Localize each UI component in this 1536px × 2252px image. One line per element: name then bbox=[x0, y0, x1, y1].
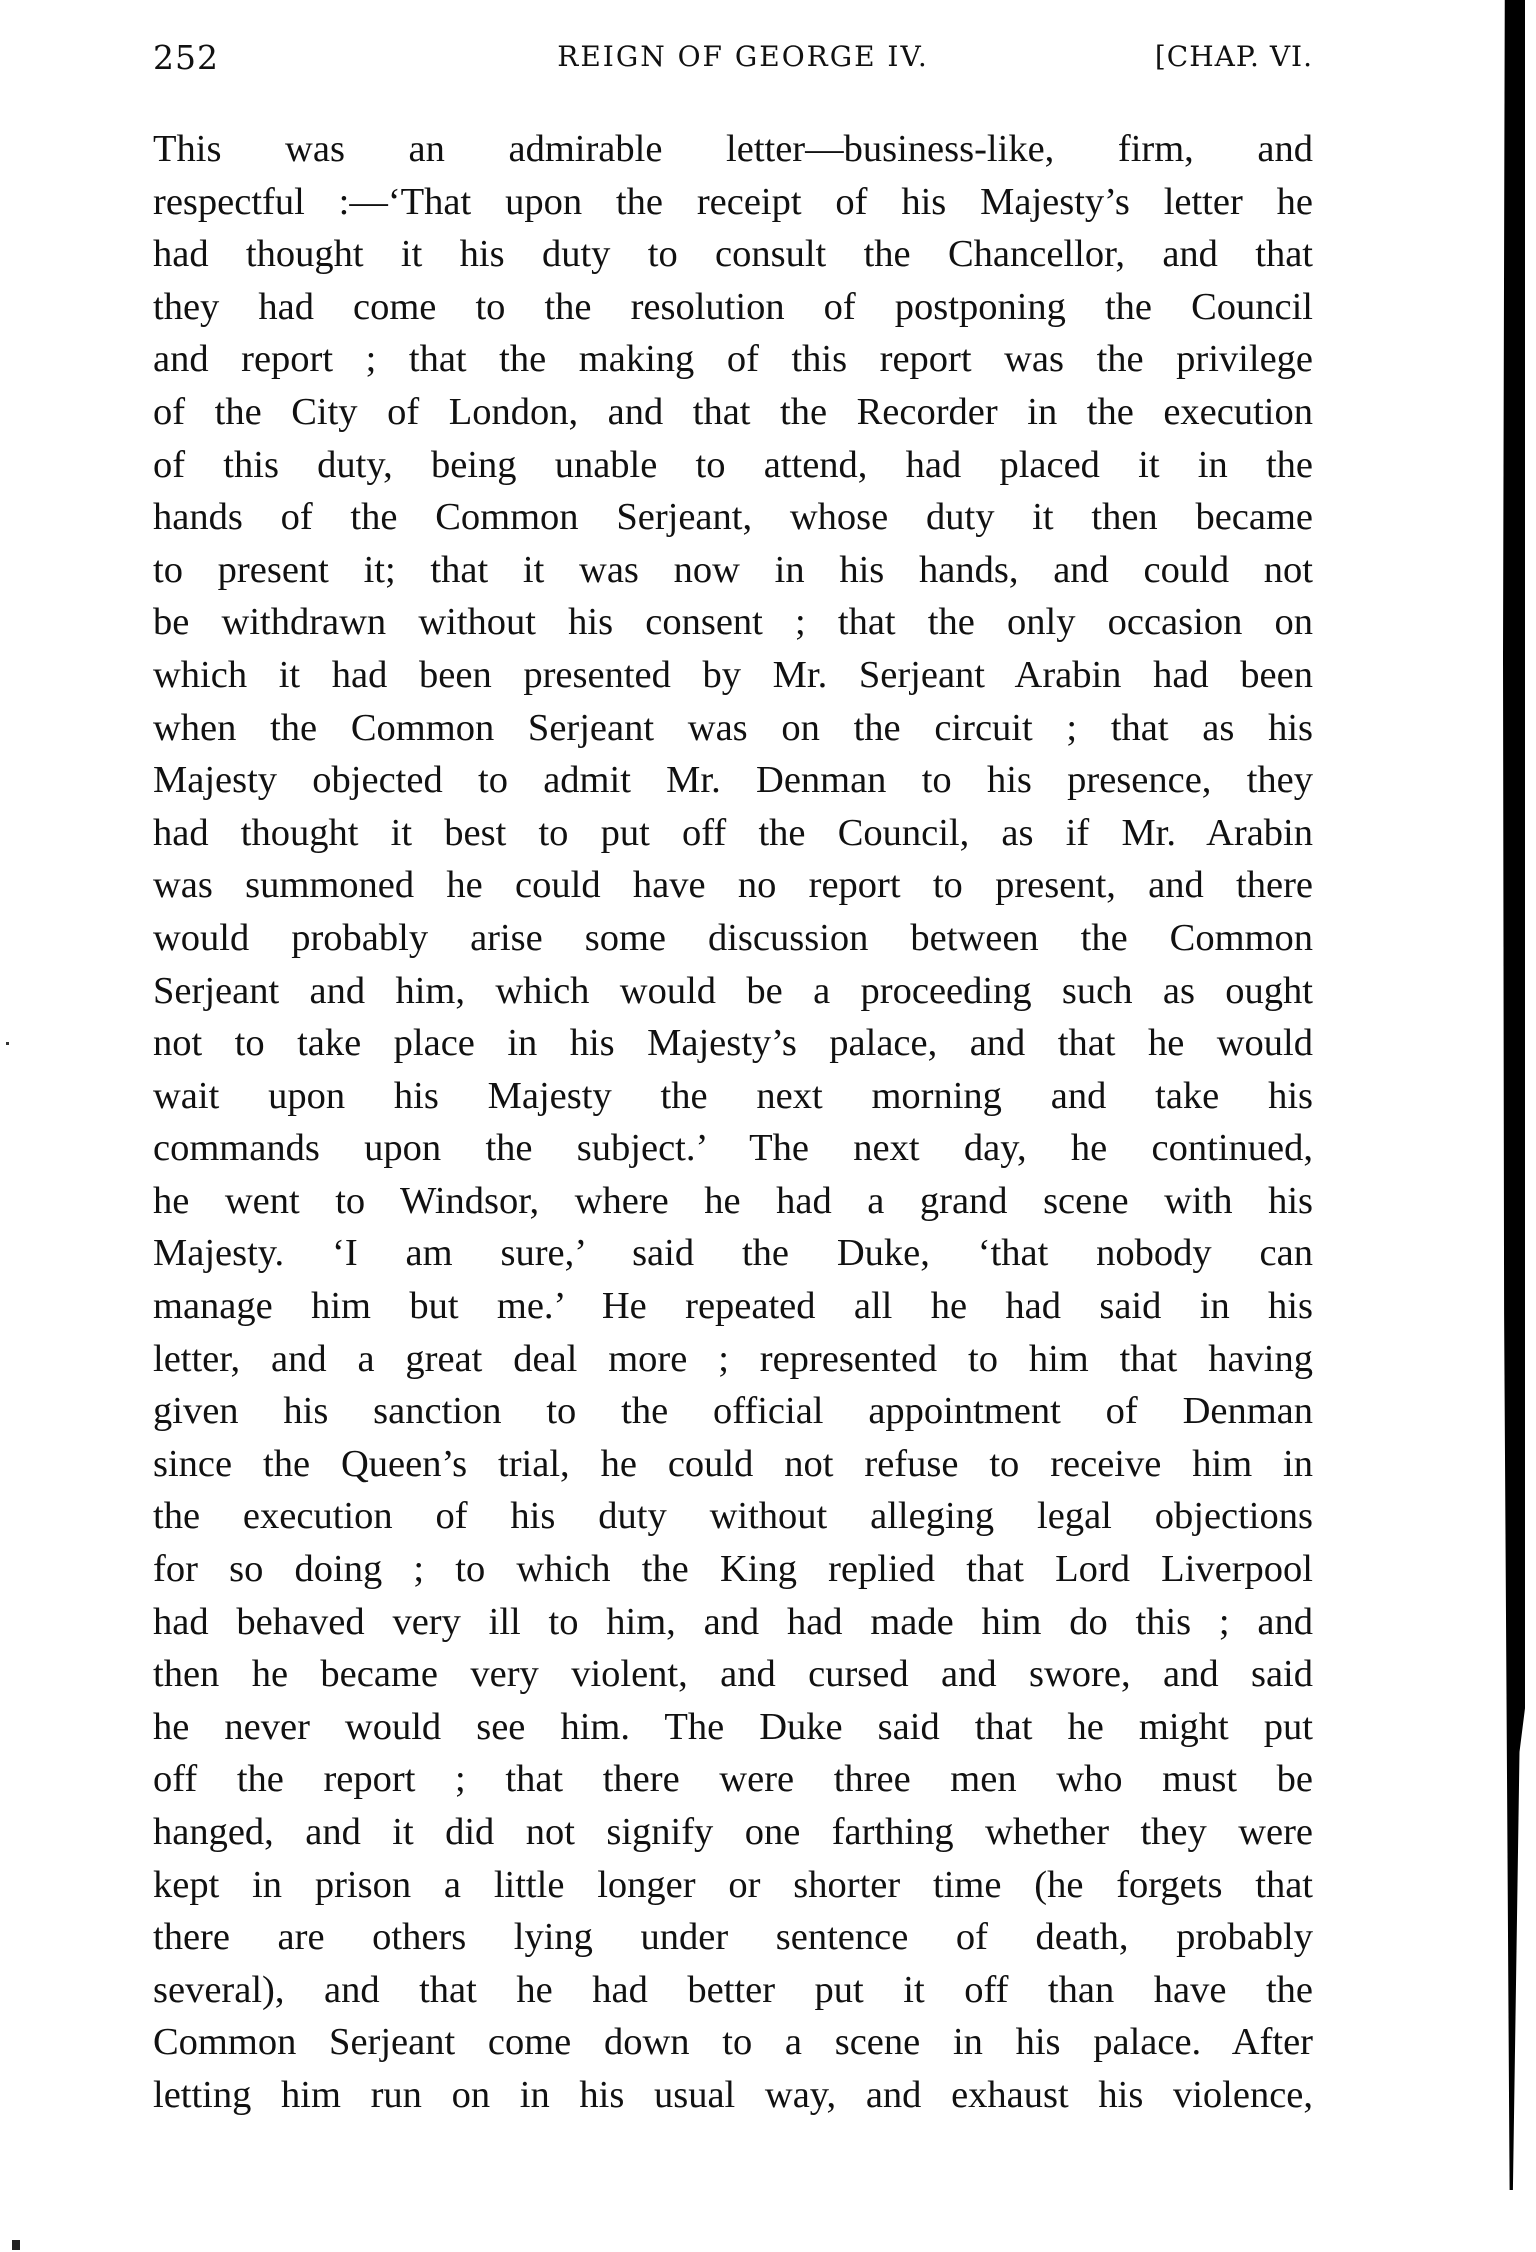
text-line: respectful :—‘That upon the receipt of his Majesty’s letter he bbox=[153, 180, 1313, 223]
text-line: letter, and a great deal more ; represented to him that having bbox=[153, 1337, 1313, 1380]
text-line: to present it; that it was now in his hands, and could not bbox=[153, 548, 1313, 591]
text-line: commands upon the subject.’ The next day, he continued, bbox=[153, 1127, 1313, 1170]
text-line: hands of the Common Serjeant, whose duty it then became bbox=[153, 496, 1313, 539]
chapter-label: [CHAP. VI. bbox=[1154, 40, 1313, 73]
text-line: then he became very violent, and cursed and swore, and said bbox=[153, 1653, 1313, 1696]
text-line: had thought it his duty to consult the Chancellor, and that bbox=[153, 233, 1313, 276]
running-title: REIGN OF GEORGE IV. bbox=[557, 40, 929, 73]
text-line: would probably arise some discussion between the Common bbox=[153, 916, 1313, 959]
text-line: off the report ; that there were three men who must be bbox=[153, 1758, 1313, 1801]
text-line: wait upon his Majesty the next morning and take his bbox=[153, 1074, 1313, 1117]
text-line: which it had been presented by Mr. Serjeant Arabin had been bbox=[153, 653, 1313, 696]
text-line: for so doing ; to which the King replied that Lord Liverpool bbox=[153, 1548, 1313, 1591]
text-line: This was an admirable letter—business-like, firm, and bbox=[153, 128, 1313, 170]
text-line: manage him but me.’ He repeated all he had said in his bbox=[153, 1285, 1313, 1328]
text-line: of this duty, being unable to attend, had placed it in the bbox=[153, 443, 1313, 486]
text-line: the execution of his duty without alleging legal objections bbox=[153, 1495, 1313, 1538]
page-edge-shadow bbox=[1503, 0, 1525, 2190]
text-line: of the City of London, and that the Recorder in the execution bbox=[153, 390, 1313, 433]
text-line: several), and that he had better put it off than have the bbox=[153, 1968, 1313, 2011]
text-line: Majesty. ‘I am sure,’ said the Duke, ‘that nobody can bbox=[153, 1232, 1313, 1275]
text-line: had thought it best to put off the Council, as if Mr. Arabin bbox=[153, 811, 1313, 854]
text-line: Common Serjeant come down to a scene in his palace. After bbox=[153, 2021, 1313, 2064]
text-line: hanged, and it did not signify one farthing whether they were bbox=[153, 1811, 1313, 1853]
page-number: 252 bbox=[153, 38, 219, 77]
text-line: kept in prison a little longer or shorter time (he forgets that bbox=[153, 1863, 1313, 1906]
body-text bbox=[153, 123, 1313, 2122]
scan-speck bbox=[6, 1042, 9, 1045]
text-line: Majesty objected to admit Mr. Denman to his presence, they bbox=[153, 759, 1313, 802]
scan-speck bbox=[12, 2240, 20, 2250]
running-header bbox=[153, 38, 1313, 78]
text-line: was summoned he could have no report to present, and there bbox=[153, 864, 1313, 907]
text-line: there are others lying under sentence of death, probably bbox=[153, 1916, 1313, 1959]
text-line: given his sanction to the official appointment of Denman bbox=[153, 1390, 1313, 1433]
text-line: had behaved very ill to him, and had made him do this ; and bbox=[153, 1600, 1313, 1643]
text-line: be withdrawn without his consent ; that the only occasion on bbox=[153, 601, 1313, 644]
text-line: not to take place in his Majesty’s palace, and that he would bbox=[153, 1022, 1313, 1065]
text-line: they had come to the resolution of postponing the Council bbox=[153, 285, 1313, 328]
text-line: and report ; that the making of this report was the privilege bbox=[153, 338, 1313, 381]
text-line: he never would see him. The Duke said that he might put bbox=[153, 1705, 1313, 1748]
text-line: letting him run on in his usual way, and exhaust his violence, bbox=[153, 2073, 1313, 2116]
text-line: when the Common Serjeant was on the circuit ; that as his bbox=[153, 706, 1313, 749]
text-line: Serjeant and him, which would be a proceeding such as ought bbox=[153, 969, 1313, 1012]
text-line: since the Queen’s trial, he could not refuse to receive him in bbox=[153, 1442, 1313, 1485]
text-line: he went to Windsor, where he had a grand scene with his bbox=[153, 1179, 1313, 1222]
